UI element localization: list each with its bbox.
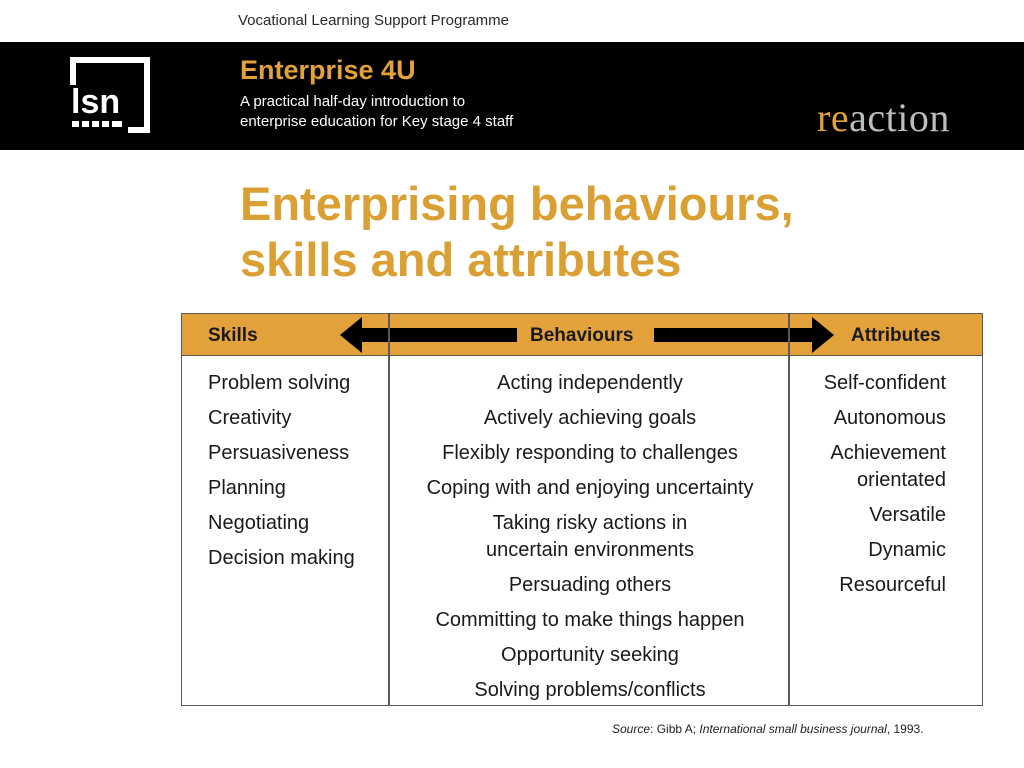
behaviour-item: Flexibly responding to challenges [442, 442, 738, 464]
reaction-logo [817, 94, 950, 141]
header-skills: Skills [208, 325, 258, 346]
title-line: skills and attributes [240, 233, 682, 286]
attribute-item: Self-confident [823, 372, 946, 394]
lsn-logo [70, 57, 150, 133]
attribute-item-line: orientated [857, 469, 946, 491]
skill-item: Planning [208, 477, 286, 499]
attribute-item: Resourceful [839, 574, 946, 596]
course-subtitle [240, 92, 580, 132]
header-banner [0, 42, 1024, 150]
source-label: Source [612, 722, 651, 736]
subtitle-line: A practical half-day introduction to [240, 93, 466, 110]
header-behaviours: Behaviours [530, 325, 634, 346]
behaviour-item-line: uncertain environments [486, 539, 694, 561]
behaviour-item: Opportunity seeking [501, 644, 679, 666]
attribute-item: Autonomous [833, 407, 946, 429]
title-line: Enterprising behaviours, [240, 177, 794, 230]
attribute-item: Versatile [869, 504, 946, 526]
skill-item: Persuasiveness [208, 442, 350, 464]
skills-behaviours-attributes-table [181, 313, 983, 706]
source-year: , 1993. [886, 722, 924, 736]
course-title: Enterprise 4U [240, 55, 416, 85]
brand-re: re [817, 95, 850, 140]
behaviour-item: Persuading others [508, 574, 672, 596]
source-journal: International small business journal [699, 722, 887, 736]
source-author: : Gibb A; [650, 722, 700, 736]
attribute-item-line: Achievement [830, 442, 946, 464]
behaviour-item: Actively achieving goals [483, 407, 697, 429]
skill-item: Negotiating [208, 512, 310, 534]
logo-text: lsn [71, 83, 121, 121]
behaviour-item-line: Taking risky actions in [492, 512, 688, 534]
skill-item: Creativity [208, 407, 292, 429]
attribute-item [790, 436, 946, 498]
behaviour-item: Committing to make things happen [435, 609, 745, 631]
behaviours-column [390, 366, 790, 708]
attributes-column [790, 366, 946, 603]
subtitle-line: enterprise education for Key stage 4 staff [240, 113, 514, 130]
header-attributes: Attributes [851, 325, 941, 346]
programme-name: Vocational Learning Support Programme [238, 12, 509, 29]
source-citation [612, 722, 924, 736]
behaviour-item [390, 506, 790, 568]
behaviour-item: Solving problems/conflicts [474, 679, 706, 701]
table-header-row [182, 314, 982, 356]
behaviour-item: Coping with and enjoying uncertainty [426, 477, 754, 499]
skill-item: Problem solving [208, 372, 351, 394]
attribute-item: Dynamic [868, 539, 946, 561]
slide-title [240, 176, 940, 288]
skills-column [208, 366, 355, 576]
brand-action: action [849, 95, 950, 140]
skill-item: Decision making [208, 547, 355, 569]
behaviour-item: Acting independently [497, 372, 683, 394]
